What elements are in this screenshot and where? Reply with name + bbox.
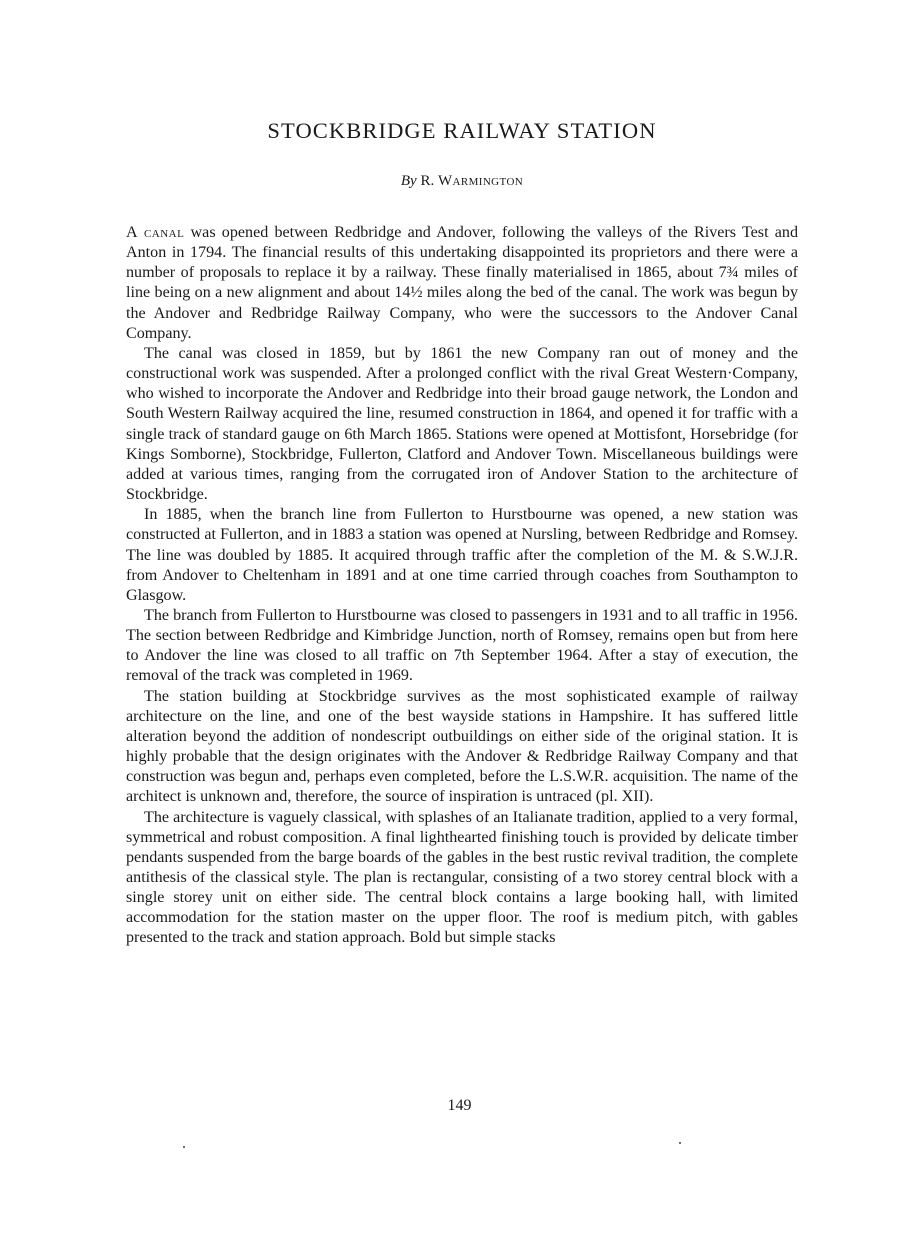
page-number: 149 bbox=[447, 1097, 472, 1114]
byline bbox=[126, 171, 798, 191]
scan-speck bbox=[679, 1142, 681, 1144]
paragraph-4: The branch from Fullerton to Hurstbourne was closed to passengers in 1931 and to all traffic in 1956. The section between Redbridge and Kimbridge Junction, north of Romsey, remains open but from here to Andover the line was closed to all traffic on 7th September 1964. After a stay of execution, the removal of the track was completed in 1969. bbox=[126, 606, 798, 685]
paragraph-1 bbox=[126, 223, 798, 344]
article-body bbox=[126, 223, 798, 949]
paragraph-5: The station building at Stockbridge survives as the most sophisticated example of railway architecture on the line, and one of the best wayside stations in Hampshire. It has suffered little alteration beyond the addition of nondescript outbuildings on either side of the original station. It is highly probable that the design originates with the Andover & Redbridge Railway Company and that construction was begun and, perhaps even completed, before the L.S.W.R. acquisition. The name of the architect is unknown and, therefore, the source of inspiration is untraced (pl. XII). bbox=[126, 687, 798, 806]
author-initial: R. bbox=[420, 173, 435, 189]
article bbox=[126, 116, 798, 949]
paragraph-2: The canal was closed in 1859, but by 1861 the new Company ran out of money and the constructional work was suspended. After a prolonged conflict with the rival Great Western·Company, who wished to incorporate the Andover and Redbridge into their broad gauge network, the London and South Western Railway acquired the line, resumed construction in 1864, and opened it for traffic with a single track of standard gauge on 6th March 1865. Stations were opened at Mottisfont, Horsebridge (for Kings Somborne), Stockbridge, Fullerton, Clatford and Andover Town. Miscellaneous buildings were added at various times, ranging from the corrugated iron of Andover Station to the architecture of Stockbridge. bbox=[126, 344, 798, 504]
paragraph-6: The architecture is vaguely classical, with splashes of an Italianate tradition, applied to a very formal, symmetrical and robust composition. A final lighthearted finishing touch is provided by delicate timber pendants suspended from the barge boards of the gables in the best rustic revival tradition, the complete antithesis of the classical style. The plan is rectangular, consisting of a two storey central block with a single storey unit on either side. The central block contains a large booking hall, with limited accommodation for the station master on the upper floor. The roof is medium pitch, with gables presented to the track and station approach. Bold but simple stacks bbox=[126, 808, 798, 947]
byline-prefix: By bbox=[400, 173, 417, 189]
paragraph-lead-in: A canal bbox=[126, 224, 185, 241]
scan-speck bbox=[183, 1146, 185, 1148]
article-title: STOCKBRIDGE RAILWAY STATION bbox=[267, 118, 657, 143]
paragraph-3: In 1885, when the branch line from Fullerton to Hurstbourne was opened, a new station was constructed at Fullerton, and in 1883 a station was opened at Nursling, between Redbridge and Romsey. The line was doubled by 1885. It acquired through traffic after the completion of the M. & S.W.J.R. from Andover to Cheltenham in 1891 and at one time carried through coaches from Southampton to Glasgow. bbox=[126, 506, 798, 604]
author-surname: Warmington bbox=[437, 173, 524, 189]
paragraph-1-text: was opened between Redbridge and Andover, following the valleys of the Rivers Test and Anton in 1794. The financial results of this undertaking disappointed its proprietors and there were a number of proposals to replace it by a railway. These finally materialised in 1865, about 7¾ miles of line being on a new alignment and about 14½ miles along the bed of the canal. The work was begun by the Andover and Redbridge Railway Company, who were the successors to the Andover Canal Company. bbox=[126, 224, 798, 342]
